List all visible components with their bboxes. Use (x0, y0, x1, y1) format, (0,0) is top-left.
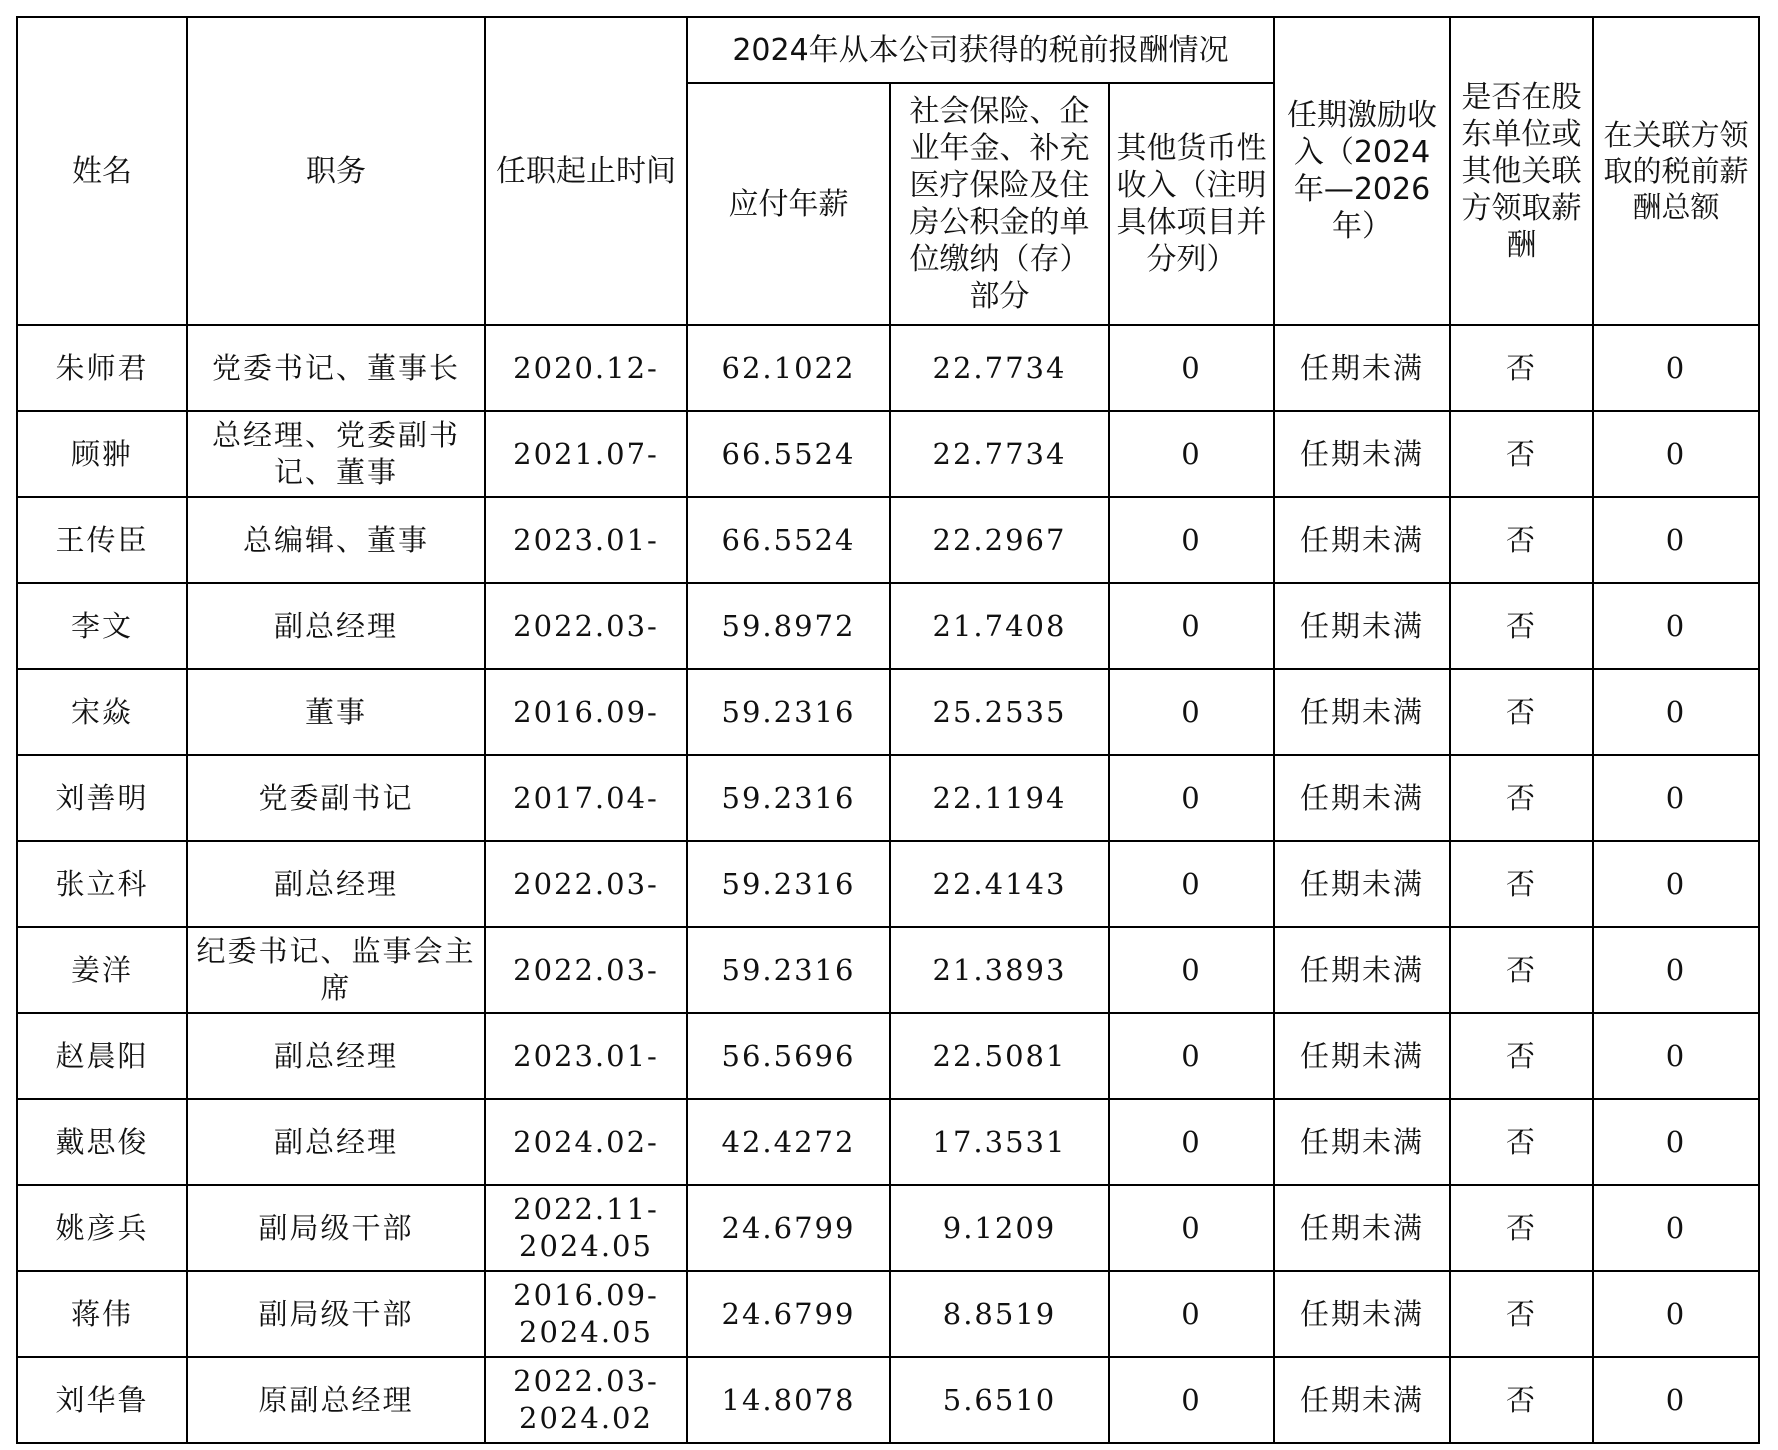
cell-other-income: 0 (1109, 1271, 1274, 1357)
cell-insurance: 9.1209 (890, 1185, 1109, 1271)
cell-paid-by-related: 否 (1450, 411, 1593, 497)
cell-salary: 59.2316 (687, 841, 890, 927)
header-related-total: 在关联方领取的税前薪酬总额 (1593, 17, 1759, 325)
cell-related-total: 0 (1593, 1013, 1759, 1099)
cell-name: 刘华鲁 (17, 1357, 187, 1443)
cell-position: 党委书记、董事长 (187, 325, 485, 411)
cell-salary: 14.8078 (687, 1357, 890, 1443)
cell-salary: 66.5524 (687, 411, 890, 497)
header-group-compensation: 2024年从本公司获得的税前报酬情况 (687, 17, 1274, 83)
cell-paid-by-related: 否 (1450, 325, 1593, 411)
cell-name: 戴思俊 (17, 1099, 187, 1185)
cell-name: 姜洋 (17, 927, 187, 1013)
table-row (17, 755, 1759, 841)
cell-name: 赵晨阳 (17, 1013, 187, 1099)
cell-related-total: 0 (1593, 325, 1759, 411)
cell-paid-by-related: 否 (1450, 927, 1593, 1013)
cell-tenure: 2023.01- (485, 1013, 687, 1099)
header-name: 姓名 (17, 17, 187, 325)
cell-name: 朱师君 (17, 325, 187, 411)
cell-tenure: 2022.03-2024.02 (485, 1357, 687, 1443)
cell-related-total: 0 (1593, 669, 1759, 755)
cell-position: 副总经理 (187, 841, 485, 927)
cell-paid-by-related: 否 (1450, 669, 1593, 755)
cell-incentive: 任期未满 (1274, 1271, 1450, 1357)
cell-related-total: 0 (1593, 927, 1759, 1013)
cell-position: 副总经理 (187, 583, 485, 669)
cell-insurance: 8.8519 (890, 1271, 1109, 1357)
cell-incentive: 任期未满 (1274, 927, 1450, 1013)
cell-other-income: 0 (1109, 755, 1274, 841)
cell-related-total: 0 (1593, 1185, 1759, 1271)
cell-incentive: 任期未满 (1274, 411, 1450, 497)
cell-insurance: 22.7734 (890, 411, 1109, 497)
cell-position: 党委副书记 (187, 755, 485, 841)
cell-tenure: 2016.09- (485, 669, 687, 755)
cell-salary: 66.5524 (687, 497, 890, 583)
table-row (17, 1099, 1759, 1185)
header-paid-by-related: 是否在股东单位或其他关联方领取薪酬 (1450, 17, 1593, 325)
cell-other-income: 0 (1109, 1099, 1274, 1185)
cell-tenure: 2017.04- (485, 755, 687, 841)
table-row (17, 497, 1759, 583)
cell-position: 副总经理 (187, 1013, 485, 1099)
cell-insurance: 17.3531 (890, 1099, 1109, 1185)
cell-name: 李文 (17, 583, 187, 669)
cell-name: 顾翀 (17, 411, 187, 497)
cell-tenure: 2023.01- (485, 497, 687, 583)
table-body (17, 325, 1759, 1443)
cell-paid-by-related: 否 (1450, 497, 1593, 583)
cell-related-total: 0 (1593, 841, 1759, 927)
cell-insurance: 22.1194 (890, 755, 1109, 841)
cell-name: 姚彦兵 (17, 1185, 187, 1271)
cell-position: 董事 (187, 669, 485, 755)
cell-salary: 59.8972 (687, 583, 890, 669)
header-incentive: 任期激励收入（2024年—2026年） (1274, 17, 1450, 325)
cell-incentive: 任期未满 (1274, 1185, 1450, 1271)
cell-other-income: 0 (1109, 841, 1274, 927)
cell-name: 王传臣 (17, 497, 187, 583)
cell-related-total: 0 (1593, 1271, 1759, 1357)
header-other-income: 其他货币性收入（注明具体项目并分列） (1109, 83, 1274, 325)
cell-position: 副局级干部 (187, 1185, 485, 1271)
compensation-table (16, 16, 1760, 1444)
table-row (17, 669, 1759, 755)
cell-name: 宋焱 (17, 669, 187, 755)
header-insurance: 社会保险、企业年金、补充医疗保险及住房公积金的单位缴纳（存）部分 (890, 83, 1109, 325)
cell-incentive: 任期未满 (1274, 1099, 1450, 1185)
cell-incentive: 任期未满 (1274, 1357, 1450, 1443)
cell-related-total: 0 (1593, 411, 1759, 497)
cell-other-income: 0 (1109, 927, 1274, 1013)
cell-salary: 42.4272 (687, 1099, 890, 1185)
cell-incentive: 任期未满 (1274, 841, 1450, 927)
cell-paid-by-related: 否 (1450, 583, 1593, 669)
cell-salary: 59.2316 (687, 927, 890, 1013)
cell-insurance: 25.2535 (890, 669, 1109, 755)
cell-paid-by-related: 否 (1450, 1099, 1593, 1185)
cell-related-total: 0 (1593, 583, 1759, 669)
cell-tenure: 2024.02- (485, 1099, 687, 1185)
cell-insurance: 5.6510 (890, 1357, 1109, 1443)
table-row (17, 1013, 1759, 1099)
cell-other-income: 0 (1109, 1357, 1274, 1443)
cell-insurance: 22.7734 (890, 325, 1109, 411)
cell-salary: 59.2316 (687, 755, 890, 841)
cell-related-total: 0 (1593, 1099, 1759, 1185)
table-row (17, 411, 1759, 497)
cell-position: 总编辑、董事 (187, 497, 485, 583)
cell-other-income: 0 (1109, 1013, 1274, 1099)
cell-salary: 62.1022 (687, 325, 890, 411)
cell-paid-by-related: 否 (1450, 841, 1593, 927)
cell-other-income: 0 (1109, 411, 1274, 497)
cell-incentive: 任期未满 (1274, 755, 1450, 841)
cell-related-total: 0 (1593, 755, 1759, 841)
cell-salary: 59.2316 (687, 669, 890, 755)
cell-incentive: 任期未满 (1274, 497, 1450, 583)
cell-tenure: 2022.03- (485, 841, 687, 927)
cell-tenure: 2020.12- (485, 325, 687, 411)
cell-insurance: 22.4143 (890, 841, 1109, 927)
cell-name: 蒋伟 (17, 1271, 187, 1357)
header-tenure: 任职起止时间 (485, 17, 687, 325)
cell-insurance: 21.7408 (890, 583, 1109, 669)
cell-position: 原副总经理 (187, 1357, 485, 1443)
cell-position: 副总经理 (187, 1099, 485, 1185)
table-row (17, 841, 1759, 927)
cell-paid-by-related: 否 (1450, 1271, 1593, 1357)
table-row (17, 927, 1759, 1013)
cell-related-total: 0 (1593, 1357, 1759, 1443)
cell-other-income: 0 (1109, 497, 1274, 583)
table-row (17, 583, 1759, 669)
cell-tenure: 2022.11-2024.05 (485, 1185, 687, 1271)
cell-other-income: 0 (1109, 1185, 1274, 1271)
cell-tenure: 2016.09-2024.05 (485, 1271, 687, 1357)
cell-insurance: 21.3893 (890, 927, 1109, 1013)
cell-incentive: 任期未满 (1274, 583, 1450, 669)
cell-incentive: 任期未满 (1274, 669, 1450, 755)
table-row (17, 1357, 1759, 1443)
cell-insurance: 22.2967 (890, 497, 1109, 583)
cell-salary: 24.6799 (687, 1271, 890, 1357)
cell-paid-by-related: 否 (1450, 1013, 1593, 1099)
cell-position: 纪委书记、监事会主席 (187, 927, 485, 1013)
cell-other-income: 0 (1109, 325, 1274, 411)
cell-incentive: 任期未满 (1274, 1013, 1450, 1099)
cell-related-total: 0 (1593, 497, 1759, 583)
cell-insurance: 22.5081 (890, 1013, 1109, 1099)
cell-tenure: 2022.03- (485, 583, 687, 669)
cell-paid-by-related: 否 (1450, 755, 1593, 841)
cell-paid-by-related: 否 (1450, 1357, 1593, 1443)
table-row (17, 1271, 1759, 1357)
cell-position: 总经理、党委副书记、董事 (187, 411, 485, 497)
cell-name: 张立科 (17, 841, 187, 927)
cell-tenure: 2022.03- (485, 927, 687, 1013)
header-salary: 应付年薪 (687, 83, 890, 325)
cell-paid-by-related: 否 (1450, 1185, 1593, 1271)
cell-tenure: 2021.07- (485, 411, 687, 497)
cell-other-income: 0 (1109, 583, 1274, 669)
cell-name: 刘善明 (17, 755, 187, 841)
table-row (17, 325, 1759, 411)
cell-salary: 56.5696 (687, 1013, 890, 1099)
header-position: 职务 (187, 17, 485, 325)
cell-other-income: 0 (1109, 669, 1274, 755)
cell-salary: 24.6799 (687, 1185, 890, 1271)
cell-incentive: 任期未满 (1274, 325, 1450, 411)
table-row (17, 1185, 1759, 1271)
cell-position: 副局级干部 (187, 1271, 485, 1357)
